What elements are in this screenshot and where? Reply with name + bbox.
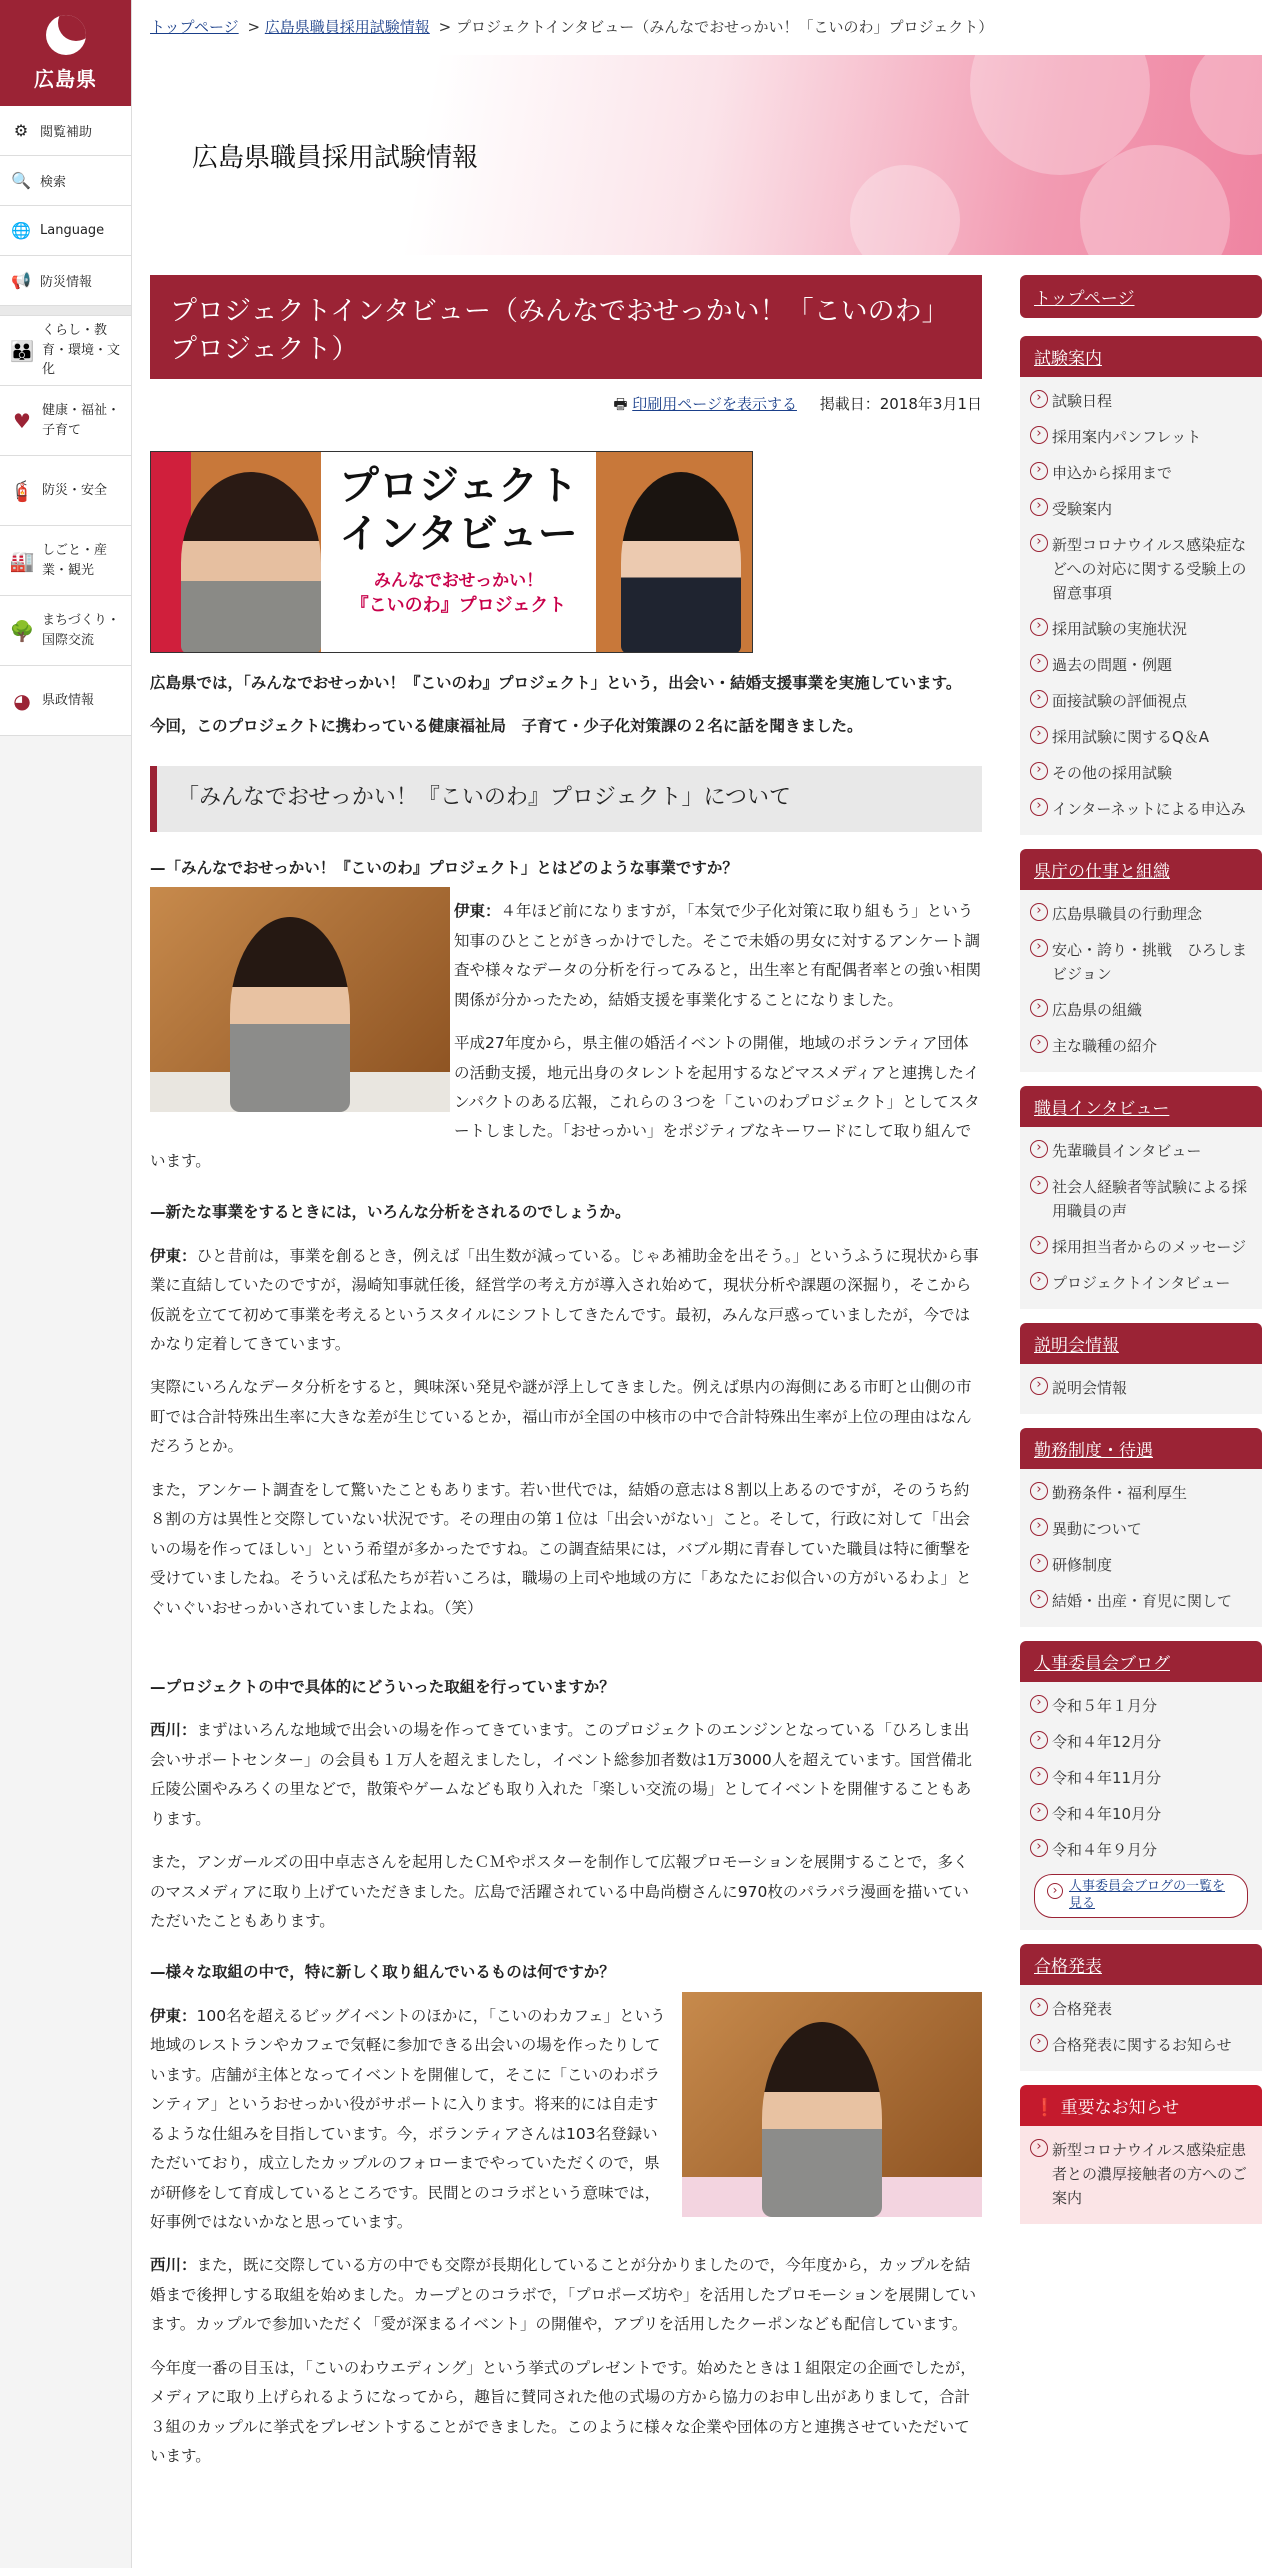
sidebar-top-link-box <box>1020 275 1262 318</box>
right-sidebar <box>1020 275 1262 2238</box>
hero-subtitle: みんなでおせっかい！ <box>373 571 544 591</box>
question: —様々な取組の中で，特に新しく取り組んでいるものは何ですか？ <box>150 1963 615 1982</box>
category-label: くらし・教育・環境・文化 <box>42 323 121 378</box>
sidebar-section-link[interactable]: 合格発表 <box>1034 1956 1102 1977</box>
divider <box>0 306 131 316</box>
sidebar-section-header <box>1020 1086 1262 1127</box>
sidebar-link[interactable]: › 社会人経験者等試験による採用職員の声 <box>1030 1169 1252 1229</box>
sidebar-section-header <box>1020 1641 1262 1682</box>
sidebar-section <box>1020 1323 1262 1414</box>
pie-chart-icon: ◕ <box>13 688 31 713</box>
sidebar-link[interactable]: › 令和４年11月分 <box>1030 1760 1252 1796</box>
utility-link[interactable] <box>0 156 131 206</box>
section-heading: 「みんなでおせっかい！『こいのわ』プロジェクト」について <box>150 766 982 832</box>
sidebar-link[interactable]: › 結婚・出産・育児に関して <box>1030 1583 1252 1619</box>
answer-text: また，既に交際している方の中でも交際が長期化していることが分かりましたので，今年度から，カップルを結婚まで後押しする取組を始めました。カープとのコラボで，「プロポーズ坊や」を活用したプロモーションを展開しています。カップルで参加いただく「愛が深まるイベント」の開催や，アプリを活用したクーポンなども配信しています。 <box>150 2256 977 2334</box>
sidebar-section-link[interactable]: 説明会情報 <box>1034 1336 1119 1356</box>
main-content <box>150 275 982 2471</box>
answer: 実際にいろんなデータ分析をすると，興味深い発見や謎が浮上してきました。例えば県内の海側にある市町と山側の市町では合計特殊出生率に大きな差が生じているとか，福山市が全国の中核市の中で合計特殊出生率が上位の理由はなんだろうとか。 <box>150 1378 972 1456</box>
answer-text: まずはいろんな地域で出会いの場を作ってきています。このプロジェクトのエンジンとなっている「ひろしま出会いサポートセンター」の会員も１万人を超えましたし，イベント総参加者数は1万3000人を超えています。国営備北丘陵公園やみろくの里などで，散策やゲームなども取り入れた「楽しい交流の場」としてイベントを開催することもあります。 <box>150 1721 972 1828</box>
hero-title: プロジェクト インタビュー <box>338 463 579 557</box>
sidebar-link[interactable]: › 採用試験の実施状況 <box>1030 611 1252 647</box>
sidebar-section-link[interactable]: 県庁の仕事と組織 <box>1034 862 1170 882</box>
answer: 平成27年度から，県主催の婚活イベントの開催，地域のボランティア団体の活動支援，地元出身のタレントを起用するなどマスメディアと連携したインパクトのある広報，これらの３つを「こいのわプロジェクト」としてスタートしました。「おせっかい」をポジティブなキーワードにして取り組んでいます。 <box>150 1034 980 1170</box>
lead-paragraph: 今回，このプロジェクトに携わっている健康福祉局 子育て・少子化対策課の２名に話を聞きました。 <box>150 717 863 736</box>
sidebar-link[interactable]: › 研修制度 <box>1030 1547 1252 1583</box>
interviewee-photo <box>181 472 321 653</box>
category-label: まちづくり・国際交流 <box>42 613 120 648</box>
sidebar-link[interactable]: › 採用試験に関するQ＆A <box>1030 719 1252 755</box>
utility-label: 検索 <box>40 175 67 190</box>
site-logo[interactable] <box>0 0 131 106</box>
publish-date: 掲載日：2018年3月1日 <box>819 395 982 413</box>
speaker: 伊東： <box>150 1246 197 1265</box>
page-banner <box>150 55 1262 255</box>
heart-icon: ♥ <box>13 408 31 433</box>
utility-link[interactable] <box>0 106 131 156</box>
sidebar-section-header <box>1020 1428 1262 1469</box>
gear-icon: ⚙ <box>13 121 29 140</box>
sidebar-section <box>1020 849 1262 1072</box>
sidebar-link[interactable]: › 安心・誇り・挑戦 ひろしまビジョン <box>1030 932 1252 992</box>
sidebar-link[interactable]: › 説明会情報 <box>1030 1370 1252 1406</box>
sidebar-link[interactable]: › その他の採用試験 <box>1030 755 1252 791</box>
category-label: 防災・安全 <box>42 482 108 498</box>
answer <box>150 1716 982 1834</box>
blog-list-link[interactable]: › 人事委員会ブログの一覧を見る <box>1034 1874 1248 1918</box>
sidebar-link[interactable]: › 申込から採用まで <box>1030 455 1252 491</box>
important-notice-title: 重要なお知らせ <box>1060 2097 1180 2118</box>
sidebar-link[interactable]: › 新型コロナウイルス感染症などへの対応に関する受験上の留意事項 <box>1030 527 1252 611</box>
sidebar-link[interactable]: › インターネットによる申込み <box>1030 791 1252 827</box>
category-link[interactable] <box>0 596 131 666</box>
tree-icon: 🌳 <box>9 618 35 643</box>
important-notice-box <box>1020 2085 1262 2224</box>
speaker: 伊東： <box>150 2006 197 2025</box>
sidebar-top-link[interactable]: トップページ <box>1034 289 1135 309</box>
category-link[interactable] <box>0 316 131 386</box>
sidebar-section-header <box>1020 1944 1262 1985</box>
sidebar-section-header <box>1020 849 1262 890</box>
utility-label: 閲覧補助 <box>40 125 93 140</box>
sidebar-link[interactable]: › 勤務条件・福利厚生 <box>1030 1475 1252 1511</box>
category-label: 県政情報 <box>42 692 95 708</box>
answer: また，アンガールズの田中卓志さんを起用したＣＭやポスターを制作して広報プロモーションを展開することで，多くのマスメディアに取り上げていただきました。広島で活躍されている中島尚樹さんに970枚のパラパラ漫画を描いていただいたこともあります。 <box>150 1853 969 1930</box>
sidebar-section <box>1020 1428 1262 1627</box>
crescent-logo-icon <box>46 15 86 55</box>
sidebar-link[interactable]: › 令和４年９月分 <box>1030 1832 1252 1868</box>
sidebar-link[interactable]: › 異動について <box>1030 1511 1252 1547</box>
category-link[interactable] <box>0 526 131 596</box>
answer: 今年度一番の目玉は，「こいのわウエディング」という挙式のプレゼントです。始めたときは１組限定の企画でしたが，メディアに取り上げられるようになってから，趣旨に賛同された他の式場の方から協力のお申し出がありまして，合計３組のカップルに挙式をプレゼントすることができました。このように様々な企業や団体の方と連携させていただいています。 <box>150 2358 976 2465</box>
question: —「みんなでおせっかい！『こいのわ』プロジェクト」とはどのような事業ですか？ <box>150 858 738 877</box>
sidebar-link[interactable]: › 合格発表 <box>1030 1991 1252 2027</box>
speaker: 西川： <box>150 1721 197 1740</box>
question: —プロジェクトの中で具体的にどういった取組を行っていますか？ <box>150 1677 615 1696</box>
sidebar-section-header <box>1020 336 1262 377</box>
lead-paragraph: 広島県では，「みんなでおせっかい！『こいのわ』プロジェクト」という，出会い・結婚支援事業を実施しています。 <box>150 674 962 692</box>
breadcrumb <box>150 16 993 37</box>
hero-image <box>150 451 753 653</box>
alert-icon: ❗ <box>1034 2097 1061 2118</box>
banner-title: 広島県職員採用試験情報 <box>192 143 479 173</box>
sidebar-link[interactable]: › 試験日程 <box>1030 383 1252 419</box>
answer <box>150 1242 982 1360</box>
sidebar-section <box>1020 1944 1262 2071</box>
people-icon: 👪 <box>9 338 35 363</box>
category-label: しごと・産業・観光 <box>42 543 108 578</box>
category-link[interactable] <box>0 386 131 456</box>
site-name: 広島県 <box>34 66 97 91</box>
utility-label: Language <box>40 223 105 238</box>
page-title: プロジェクトインタビュー（みんなでおせっかい！「こいのわ」プロジェクト） <box>150 275 982 379</box>
utility-label: 防災情報 <box>40 275 93 290</box>
category-link[interactable] <box>0 666 131 736</box>
megaphone-icon: 📢 <box>11 271 31 290</box>
sidebar-section <box>1020 336 1262 835</box>
sidebar-link[interactable]: › 合格発表に関するお知らせ <box>1030 2027 1252 2063</box>
sidebar-link[interactable]: › 令和４年10月分 <box>1030 1796 1252 1832</box>
question: —新たな事業をするときには，いろんな分析をされるのでしょうか。 <box>150 1203 631 1222</box>
sidebar-section-link[interactable]: 勤務制度・待遇 <box>1034 1441 1153 1461</box>
speaker: 西川： <box>150 2256 197 2275</box>
extinguisher-icon: 🧯 <box>9 478 35 503</box>
sidebar-section-link[interactable]: 職員インタビュー <box>1034 1099 1170 1119</box>
sidebar-section <box>1020 1641 1262 1930</box>
category-label: 健康・福祉・子育て <box>42 403 121 438</box>
answer <box>150 2251 982 2339</box>
article-meta <box>150 393 982 423</box>
breadcrumb-home-link[interactable]: トップページ <box>150 18 239 36</box>
sidebar-link[interactable]: › 広島県の組織 <box>1030 992 1252 1028</box>
print-page-link[interactable]: 印刷用ページを表示する <box>632 395 797 413</box>
category-link[interactable] <box>0 456 131 526</box>
hero-project-name: 『こいのわ』プロジェクト <box>350 595 567 616</box>
breadcrumb-separator: > <box>438 18 452 36</box>
important-notice-header <box>1020 2085 1262 2126</box>
breadcrumb-separator: > <box>247 18 261 36</box>
answer-text: 100名を超えるビッグイベントのほかに，「こいのわカフェ」という地域のレストランやカフェで気軽に参加できる出会いの場を作ったりしています。店舗が主体となってイベントを開催して，そこに「こいのわボランティア」というおせっかい役がサポートに入ります。将来的には自走するような仕組みを目指しています。今，ボランティアさんは103名登録いただいており，成立したカップルのフォローまでやっていただくので，県が研修をして育成しているところです。民間とのコラボという意味では，好事例ではないかなと思っています。 <box>150 2006 666 2231</box>
globe-icon: 🌐 <box>11 221 31 240</box>
sidebar-section-link[interactable]: 人事委員会ブログ <box>1034 1654 1170 1674</box>
sidebar-link[interactable]: › 先輩職員インタビュー <box>1030 1133 1252 1169</box>
sidebar-link[interactable]: › 広島県職員の行動理念 <box>1030 896 1252 932</box>
sidebar-link[interactable]: › 主な職種の紹介 <box>1030 1028 1252 1064</box>
breadcrumb-parent-link[interactable]: 広島県職員採用試験情報 <box>264 18 430 36</box>
interview-photo <box>150 887 450 1112</box>
sidebar-link[interactable]: › 採用案内パンフレット <box>1030 419 1252 455</box>
sidebar-link[interactable]: › 受験案内 <box>1030 491 1252 527</box>
answer: また，アンケート調査をして驚いたこともあります。若い世代では，結婚の意志は８割以上あるのですが，そのうち約８割の方は異性と交際していない状況です。その理由の第１位は「出会いがない」こと。そして，行政に対して「出会いの場を作ってほしい」という希望が多かったですね。この調査結果には，バブル期に青春していた職員は特に衝撃を受けていましたね。そういえば私たちが若いころは，職場の上司や地域の方に「あなたにお似合いの方がいるわよ」とぐいぐいおせっかいされていましたよね。（笑） <box>150 1480 972 1617</box>
answer-text: ４年ほど前になりますが，「本気で少子化対策に取り組もう」という知事のひとことがきっかけでした。そこで未婚の男女に対するアンケート調査や様々なデータの分析を行ってみると，出生率と有配偶者率との強い相関関係が分かったため，結婚支援を事業化することになりました。 <box>454 902 982 1009</box>
important-notice-link[interactable]: › 新型コロナウイルス感染症患者との濃厚接触者の方へのご案内 <box>1030 2132 1252 2216</box>
speaker: 伊東： <box>454 902 501 921</box>
left-sidebar <box>0 0 132 2568</box>
breadcrumb-current: プロジェクトインタビュー（みんなでおせっかい！「こいのわ」プロジェクト） <box>455 18 994 36</box>
sidebar-section-link[interactable]: 試験案内 <box>1034 349 1102 369</box>
interview-photo <box>682 1992 982 2217</box>
sidebar-section <box>1020 1086 1262 1309</box>
utility-link[interactable] <box>0 206 131 256</box>
printer-icon: 🖶 <box>613 395 633 413</box>
sidebar-link[interactable]: › プロジェクトインタビュー <box>1030 1265 1252 1301</box>
sidebar-link[interactable]: › 過去の問題・例題 <box>1030 647 1252 683</box>
factory-icon: 🏭 <box>9 548 35 573</box>
utility-link[interactable] <box>0 256 131 306</box>
sidebar-link[interactable]: › 令和５年１月分 <box>1030 1688 1252 1724</box>
interviewee-photo <box>621 472 741 653</box>
sidebar-link[interactable]: › 採用担当者からのメッセージ <box>1030 1229 1252 1265</box>
sidebar-link[interactable]: › 令和４年12月分 <box>1030 1724 1252 1760</box>
answer-text: ひと昔前は，事業を創るとき，例えば「出生数が減っている。じゃあ補助金を出そう。」というふうに現状から事業に直結していたのですが，湯崎知事就任後，経営学の考え方が導入され始めて，現状分析や課題の深掘り，そこから仮説を立てて初めて事業を考えるというスタイルにシフトしてきたんです。最初，みんな戸惑っていましたが，今ではかなり定着してきています。 <box>150 1246 979 1353</box>
search-icon: 🔍 <box>11 171 31 190</box>
sidebar-section-header <box>1020 1323 1262 1364</box>
sidebar-link[interactable]: › 面接試験の評価視点 <box>1030 683 1252 719</box>
